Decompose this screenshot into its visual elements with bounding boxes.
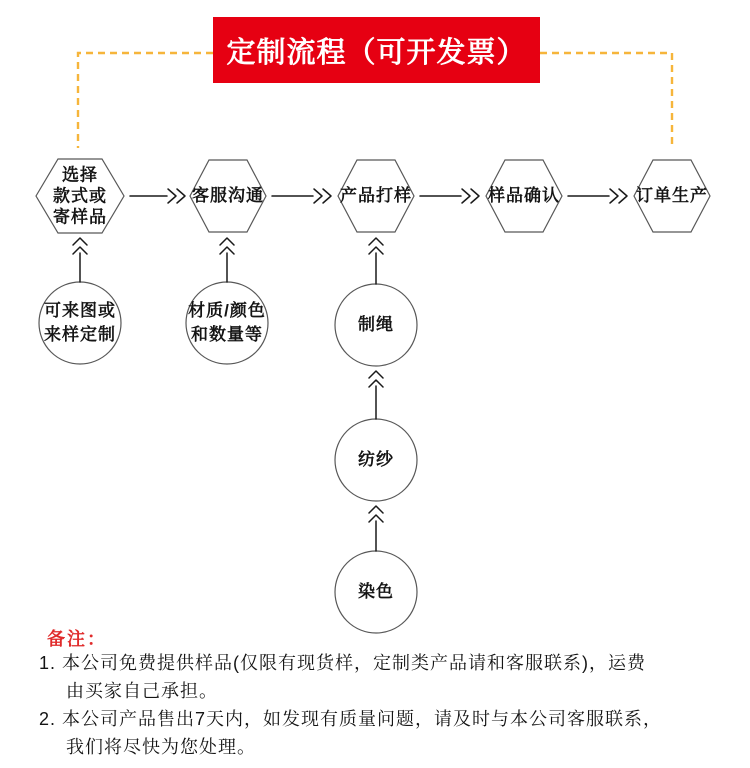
flow-arrow-dyeing-to-spinning (369, 506, 383, 551)
circle-label-artwork-custom: 可来图或 来样定制 (44, 301, 116, 344)
note-1-line-1: 1. 本公司免费提供样品(仅限有现货样，定制类产品请和客服联系)，运费 (39, 653, 646, 673)
notes-heading: 备注： (47, 629, 107, 649)
flow-arrow-2 (272, 189, 331, 203)
banner-title-text: 定制流程（可开发票） (226, 36, 527, 69)
flow-arrow-material-to-service (220, 238, 234, 282)
flow-arrow-3 (420, 189, 479, 203)
banner-title (213, 17, 540, 83)
note-1-line-2: 由买家自己承担。 (66, 681, 218, 701)
circle-label-material-qty: 材质/颜色 和数量等 (188, 301, 266, 344)
hexagon-label-order-production: 订单生产 (636, 186, 708, 205)
circle-label-dyeing: 染色 (358, 582, 394, 601)
flow-arrow-rope-to-sample (369, 238, 383, 284)
dashed-connector-right (540, 53, 672, 148)
flow-arrow-artwork-to-select (73, 238, 87, 282)
flow-arrow-spinning-to-rope (369, 371, 383, 419)
dashed-connector-left (78, 53, 213, 148)
flow-arrow-4 (568, 189, 627, 203)
circle-label-spinning: 纺纱 (358, 450, 394, 469)
circle-label-rope-making: 制绳 (358, 315, 394, 334)
hexagon-label-product-sample: 产品打样 (340, 186, 412, 205)
hexagon-label-customer-service: 客服沟通 (192, 186, 264, 205)
notes-section (39, 649, 739, 761)
hexagon-label-select-style: 选择 款式或 寄样品 (53, 165, 107, 227)
flow-arrow-1 (130, 189, 185, 203)
note-2-line-2: 我们将尽快为您处理。 (66, 737, 256, 757)
note-2-line-1: 2. 本公司产品售出7天内，如发现有质量问题，请及时与本公司客服联系， (39, 709, 663, 729)
hexagon-label-sample-confirm: 样品确认 (488, 186, 560, 205)
